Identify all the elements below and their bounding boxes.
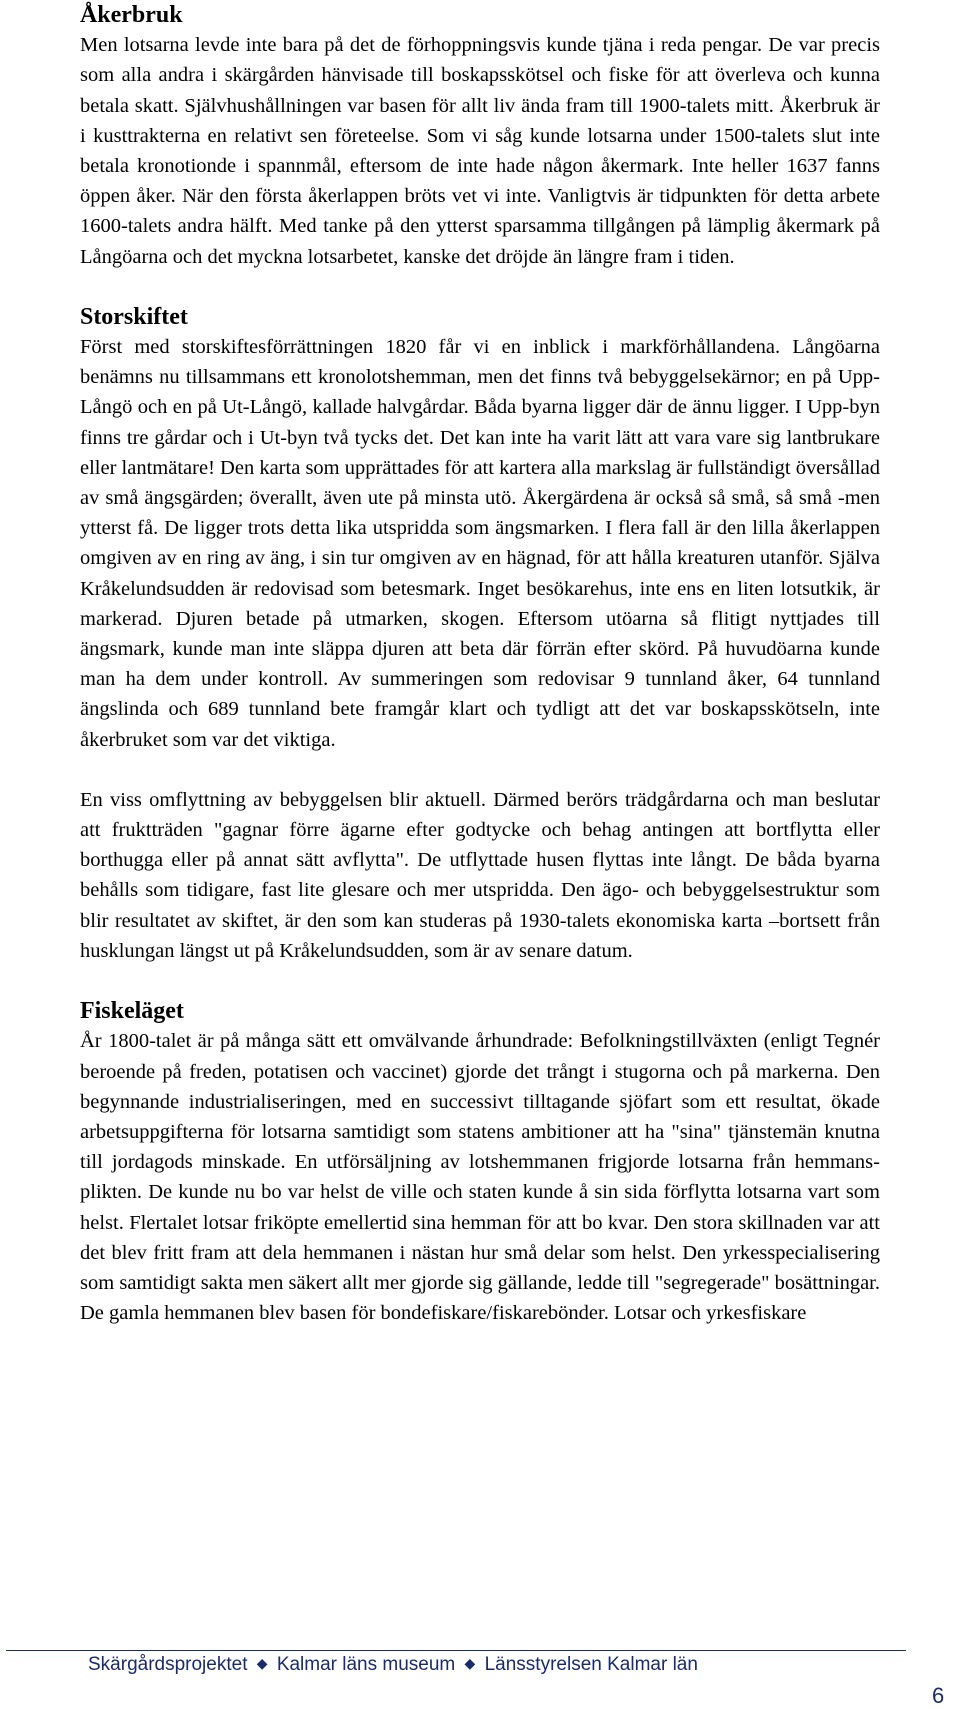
- footer-item-museum: Kalmar läns museum: [276, 1654, 456, 1675]
- section-heading-fiskelaget: Fiskeläget: [80, 998, 184, 1025]
- paragraph-akerbruk: Men lotsarna levde inte bara på det de förhoppningsvis kunde tjäna i reda pengar. De var precis som alla andra i skärgården hänvisade till boskapsskötsel och fiske för att överleva och kunna betala skatt. Självhushållningen var basen för allt liv ända fram till 1900-talets mitt. Åkerbruk är i kusttrakterna en relativt sen företeelse. Som vi såg kunde lotsarna under 1500-talets slut inte betala kronotionde i spannmål, eftersom de inte hade någon åkermark. Inte heller 1637 fanns öppen åker. När den första åkerlappen bröts vet vi inte. Vanligtvis är tidpunkten för detta arbete 1600-talets andra hälft. Med tanke på den ytterst sparsamma tillgången på lämplig åkermark på Långöarna och det myckna lotsarbetet, kanske det dröjde än längre fram i tiden.: [80, 34, 880, 268]
- footer-item-county-board: Länsstyrelsen Kalmar län: [484, 1654, 698, 1675]
- diamond-separator-icon: ◆: [464, 1655, 476, 1671]
- page-number: 6: [932, 1683, 945, 1708]
- footer: [88, 1654, 848, 1676]
- diamond-separator-icon: ◆: [256, 1655, 268, 1671]
- paragraph-storskiftet-1: Först med storskiftesförrättningen 1820 får vi en inblick i markförhållandena. Långöarna benämns nu tillsammans ett kronolotshemman, men det finns två bebyggelsekärnor; en på Upp-Långö och en på Ut-Långö, kallade halvgårdar. Båda byarna ligger där de ännu ligger. I Upp-byn finns tre gårdar och i Ut-byn två tycks det. Det kan inte ha varit lätt att vara vare sig lantbrukare eller lantmätare! Den karta som upprättades för att kartera alla markslag är fullständigt översållad av små ängsgärden; överallt, även ute på minsta utö. Åkergärdena är också så små, så små -men ytterst få. De ligger trots detta lika utspridda som ängsmarken. I flera fall är den lilla åkerlappen omgiven av en ring av äng, i sin tur omgiven av en hägnad, för att hålla kreaturen utanför. Själva Kråkelundsudden är redovisad som betesmark. Inget besökarehus, inte ens en liten lotsutkik, är markerad. Djuren betade på utmarken, skogen. Eftersom utöarna så flitigt nyttjades till ängsmark, kunde man inte släppa djuren att beta där förrän efter skörd. På huvudöarna kunde man ha dem under kontroll. Av summeringen som redovisar 9 tunnland åker, 64 tunnland ängslinda och 689 tunnland bete framgår klart och tydligt att det var boskapsskötseln, inte åkerbruket som var det viktiga.: [80, 336, 880, 751]
- footer-item-project: Skärgårdsprojektet: [88, 1654, 248, 1675]
- spacer: [80, 755, 880, 785]
- paragraph-fiskelaget: År 1800-talet är på många sätt ett omvälvande århundrade: Befolkningstillväxten (enligt Tegnér beroende på freden, potatisen och vaccinet) gjorde det trångt i stugorna och på markerna. Den begynnande industrialiseringen, med en successivt tilltagande sjöfart som ett resultat, ökade arbetsuppgifterna för lotsarna samtidigt som statens ambitioner att ha "sina" tjänstemän knutna till jordagods minskade. En utförsäljning av lotshemmanen frigjorde lotsarna från hemmans-plikten. De kunde nu bo var helst de ville och staten kunde å sin sida förflytta lotsarna vart som helst. Flertalet lotsar friköpte emellertid sina hemman för att bo kvar. Den stora skillnaden var att det blev fritt fram att dela hemmanen i nästan hur små delar som helst. Den yrkesspecialisering som samtidigt sakta men säkert allt mer gjorde sig gällande, ledde till "segregerade" bosättningar. De gamla hemmanen blev basen för bondefiskare/fiskarebönder. Lotsar och yrkesfiskare: [80, 1030, 880, 1325]
- section-heading-storskiftet: Storskiftet: [80, 303, 188, 330]
- spacer: [80, 272, 880, 302]
- paragraph-storskiftet-2: En viss omflyttning av bebyggelsen blir aktuell. Därmed berörs trädgårdarna och man beslutar att fruktträden "gagnar förre ägarne efter godtycke och behag antingen att bortflytta eller borthugga eller på annat sätt avflytta". De utflyttade husen flyttas inte långt. De båda byarna behålls som tidigare, fast lite glesare och mer utspridda. Den ägo- och bebyggelsestruktur som blir resultatet av skiftet, är den som kan studeras på 1930-talets ekonomiska karta –bortsett från husklungan längst ut på Kråkelundsudden, som är av senare datum.: [80, 788, 880, 962]
- section-heading-akerbruk: Åkerbruk: [80, 2, 183, 28]
- document-page: [80, 0, 880, 1328]
- footer-divider: [6, 1650, 906, 1651]
- spacer: [80, 966, 880, 996]
